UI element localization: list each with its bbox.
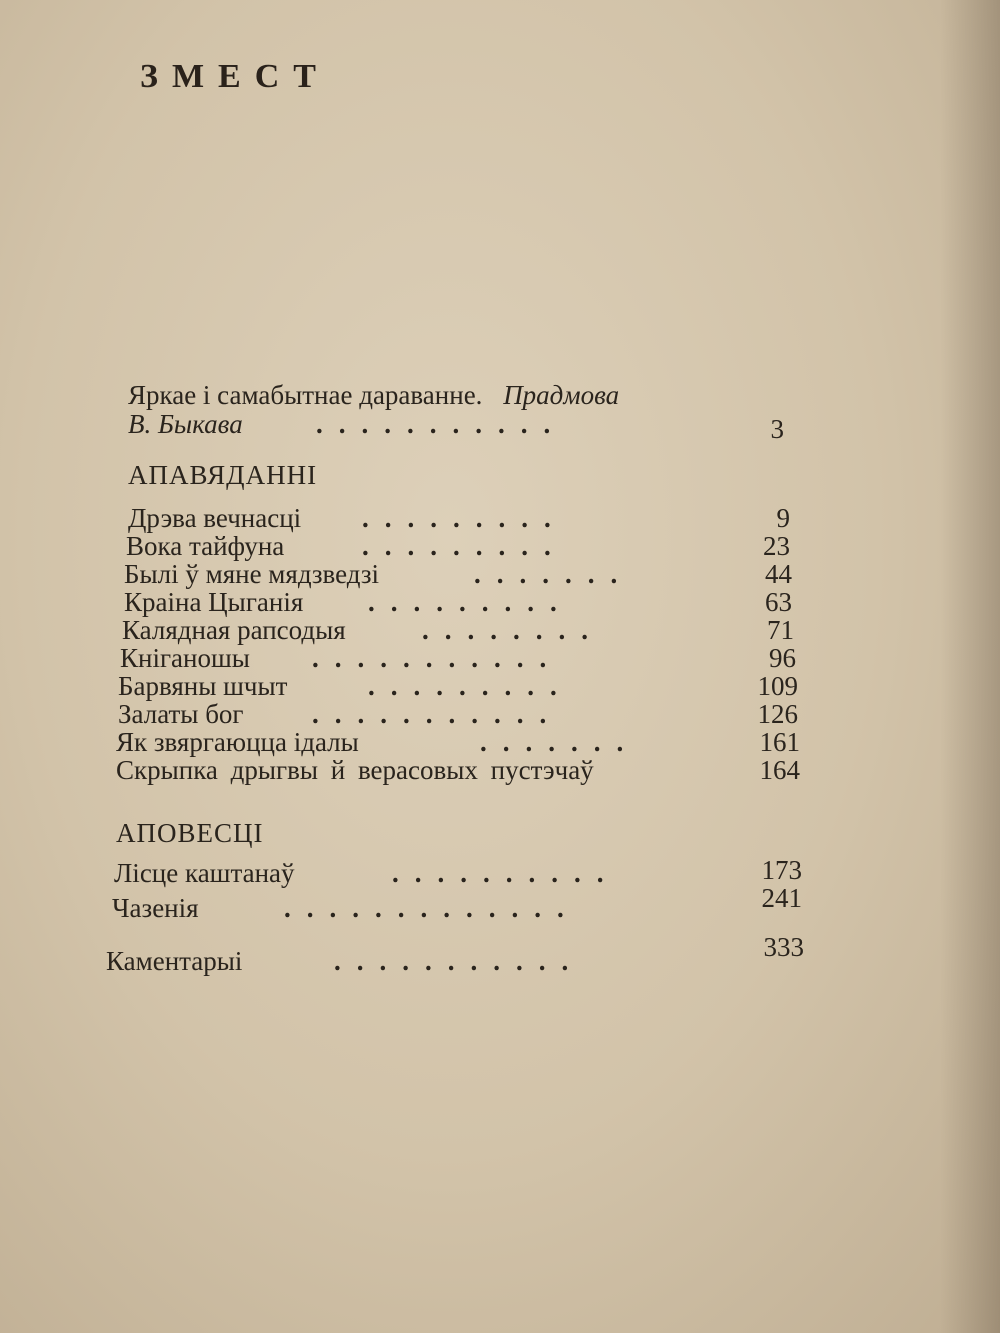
leader-dots: .......	[480, 727, 640, 757]
leader-dots: .............	[284, 893, 580, 923]
toc-entry-page: 126	[757, 699, 798, 729]
preface-entry	[128, 380, 619, 411]
toc-entry-page: 173	[761, 855, 802, 885]
leader-dots: ...........	[334, 946, 585, 976]
leader-dots: ...........	[312, 699, 563, 729]
page-title: ЗМЕСТ	[140, 58, 330, 95]
preface-page-number: 3	[770, 414, 784, 444]
toc-entry-title: Лісце каштанаў	[114, 858, 295, 888]
toc-entry-title: Кніганошы	[120, 643, 250, 673]
toc-entry-page: 9	[776, 503, 790, 533]
leader-dots: .......	[474, 559, 634, 589]
toc-entry-page: 164	[759, 755, 800, 785]
toc-entry-page: 96	[769, 643, 796, 673]
toc-entry-page: 23	[763, 531, 790, 561]
leader-dots: ...........	[316, 409, 567, 439]
commentary-title: Каментарыі	[106, 946, 243, 976]
toc-entry-page: 71	[767, 615, 794, 645]
commentary-page-number: 333	[763, 932, 804, 962]
toc-entry-title: Барвяны шчыт	[118, 671, 288, 701]
toc-entry-title: Краіна Цыганія	[124, 587, 304, 617]
toc-entry-page: 44	[765, 559, 792, 589]
toc-entry-page: 63	[765, 587, 792, 617]
toc-entry-title: Як звяргаюцца ідалы	[116, 727, 359, 757]
leader-dots: .........	[362, 503, 567, 533]
preface-title-italic: Прадмова	[503, 380, 620, 410]
leader-dots: .........	[368, 671, 573, 701]
preface-title: Яркае і самабытнае дараванне.	[128, 380, 483, 410]
leader-dots: .........	[368, 587, 573, 617]
toc-entry-page: 109	[757, 671, 798, 701]
toc-entry-title: Чазенія	[112, 893, 199, 923]
leader-dots: ...........	[312, 643, 563, 673]
toc-entry-title: Былі ў мяне мядзведзі	[124, 559, 379, 589]
toc-entry-title: Калядная рапсодыя	[122, 615, 346, 645]
section-heading-novellas: АПОВЕСЦІ	[116, 818, 264, 848]
toc-entry-title: Дрэва вечнасці	[128, 503, 302, 533]
leader-dots: ..........	[392, 858, 620, 888]
section-heading-stories: АПАВЯДАННІ	[128, 460, 318, 490]
preface-author: В. Быкава	[128, 409, 243, 439]
toc-entry-title: Вока тайфуна	[126, 531, 285, 561]
toc-entry-page: 241	[761, 883, 802, 913]
toc-entry-page: 161	[759, 727, 800, 757]
leader-dots: ........	[422, 615, 604, 645]
leader-dots: .........	[362, 531, 567, 561]
toc-entry-title: Залаты бог	[118, 699, 244, 729]
toc-entry-title: Скрыпка дрыгвы й верасовых пустэчаў	[116, 755, 594, 785]
